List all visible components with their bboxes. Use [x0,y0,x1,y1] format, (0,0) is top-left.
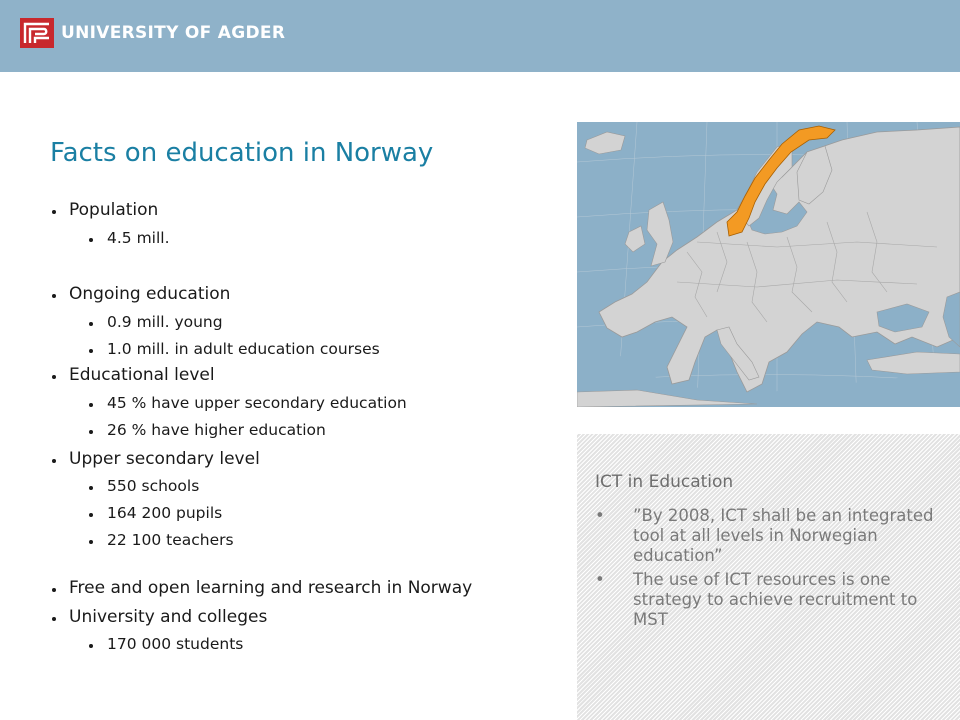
ict-panel [577,434,960,720]
slide-title: Facts on education in Norway [50,138,434,168]
bullet-university-colleges: University and colleges [69,607,268,627]
bullet-population: Population [69,200,159,220]
sub-bullet: 26 % have higher education [107,421,326,439]
europe-map [577,122,960,407]
sub-bullet: 164 200 pupils [107,504,223,522]
bullet-ongoing-education: Ongoing education [69,284,231,304]
sub-bullet: 22 100 teachers [107,531,234,549]
sub-bullet: 45 % have upper secondary education [107,394,407,412]
ict-item: • ”By 2008, ICT shall be an integrated tool at all levels in Norwegian education” [595,506,945,566]
header-bar [0,0,960,72]
sub-bullet: 550 schools [107,477,200,495]
bullet-educational-level: Educational level [69,365,215,385]
sub-bullet: 170 000 students [107,635,244,653]
ict-list [595,506,945,634]
ict-item: • The use of ICT resources is one strategy to achieve recruitment to MST [595,570,945,630]
sub-bullet: 1.0 mill. in adult education courses [107,340,380,358]
university-name: UNIVERSITY OF AGDER [61,23,286,43]
bullet-upper-secondary: Upper secondary level [69,449,260,469]
sub-bullet: 4.5 mill. [107,229,170,247]
sub-bullet: 0.9 mill. young [107,313,223,331]
ict-title: ICT in Education [595,472,734,492]
university-logo-icon [20,18,54,48]
bullet-free-learning: Free and open learning and research in Norway [69,578,473,598]
